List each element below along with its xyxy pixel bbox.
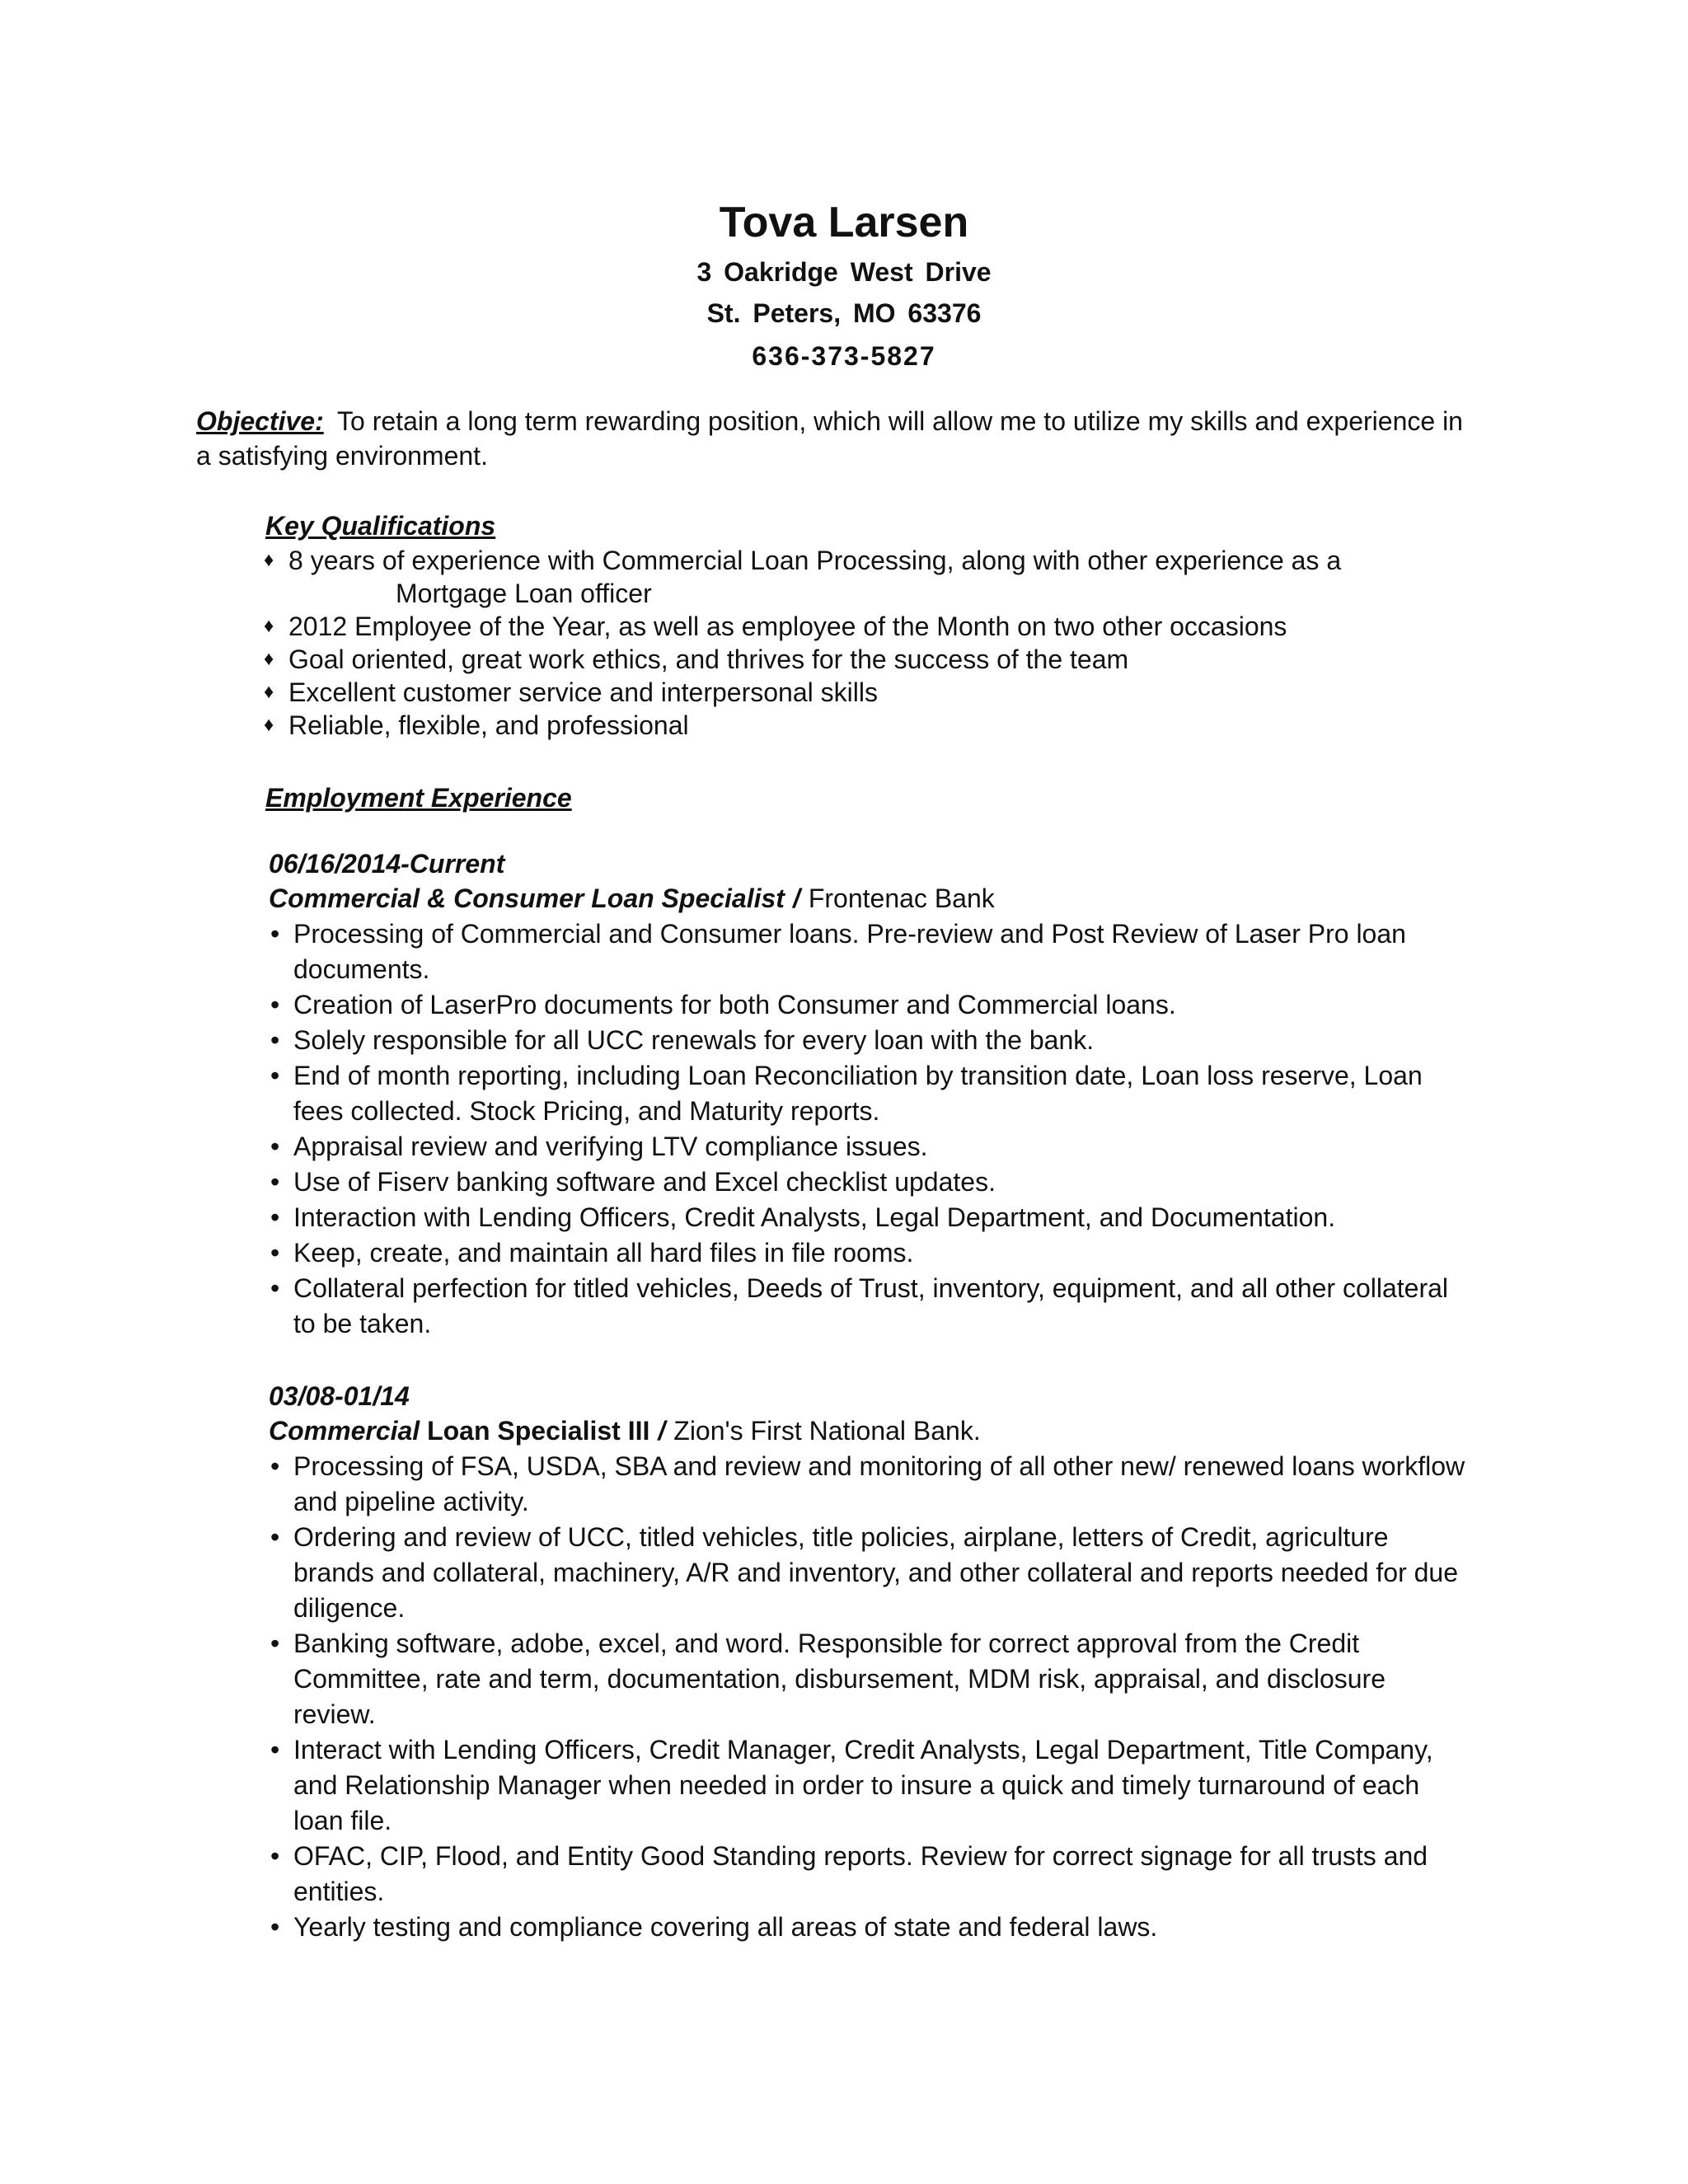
list-item bbox=[264, 709, 1500, 742]
duty-text: End of month reporting, including Loan Reconciliation by transition date, Loan loss reserve, Loan fees collected. Stock Pricing, and Maturity reports. bbox=[293, 1061, 1423, 1126]
job-title: Commercial & Consumer Loan Specialist bbox=[269, 883, 785, 913]
qualification-text: 2012 Employee of the Year, as well as employee of the Month on two other occasions bbox=[288, 612, 1287, 641]
duty-text: Interaction with Lending Officers, Credit Analysts, Legal Department, and Documentation. bbox=[293, 1202, 1336, 1232]
list-item bbox=[269, 1839, 1472, 1910]
qualification-text: Reliable, flexible, and professional bbox=[288, 710, 689, 740]
bullet-icon: • bbox=[270, 990, 280, 1019]
duty-text: Keep, create, and maintain all hard files in file rooms. bbox=[293, 1238, 914, 1268]
list-item bbox=[269, 1910, 1472, 1945]
job-dates: 06/16/2014-Current bbox=[269, 849, 505, 879]
duty-text: Collateral perfection for titled vehicles, Deeds of Trust, inventory, equipment, and all other collateral to be taken. bbox=[293, 1273, 1449, 1338]
candidate-name: Tova Larsen bbox=[719, 199, 969, 246]
bullet-icon: • bbox=[270, 1132, 280, 1161]
list-item bbox=[269, 1058, 1472, 1129]
job-title-bold: Loan Specialist III bbox=[427, 1416, 650, 1446]
duty-text: Processing of Commercial and Consumer loans. Pre-review and Post Review of Laser Pro loan documents. bbox=[293, 919, 1406, 984]
duty-text: Interact with Lending Officers, Credit Manager, Credit Analysts, Legal Department, Title Company, and Relationship Manager when needed in order to insure a quick and timely turnaround of each loan file. bbox=[293, 1735, 1433, 1835]
duty-text: Banking software, adobe, excel, and word. Responsible for correct approval from the Credit Committee, rate and term, documentation, disbursement, MDM risk, appraisal, and disclosure review. bbox=[293, 1629, 1386, 1729]
bullet-icon: • bbox=[270, 1025, 280, 1055]
qualification-text: 8 years of experience with Commercial Loan Processing, along with other experience as a bbox=[288, 546, 1342, 575]
employer-name: Zion's First National Bank. bbox=[673, 1416, 981, 1446]
key-qualifications-list bbox=[264, 544, 1500, 742]
duty-text: Use of Fiserv banking software and Excel checklist updates. bbox=[293, 1167, 996, 1197]
duty-text: Ordering and review of UCC, titled vehicles, title policies, airplane, letters of Credit, agriculture brands and collateral, machinery, A/R and inventory, and other collateral and reports needed for due diligence. bbox=[293, 1522, 1458, 1623]
list-item bbox=[269, 987, 1472, 1023]
job-duties-list bbox=[269, 1449, 1472, 1945]
duty-text: Appraisal review and verifying LTV compliance issues. bbox=[293, 1132, 928, 1161]
diamond-bullet-icon: ♦ bbox=[264, 681, 274, 703]
bullet-icon: • bbox=[270, 1735, 280, 1765]
list-item bbox=[269, 1023, 1472, 1058]
address-line-2: St. Peters, MO 63376 bbox=[706, 298, 982, 328]
bullet-icon: • bbox=[270, 1273, 280, 1303]
objective-section bbox=[196, 404, 1482, 473]
duty-text: Yearly testing and compliance covering all areas of state and federal laws. bbox=[293, 1912, 1158, 1942]
job-title-line bbox=[269, 1416, 981, 1446]
qualification-continuation: Mortgage Loan officer bbox=[396, 579, 652, 608]
list-item bbox=[269, 1271, 1472, 1342]
diamond-bullet-icon: ♦ bbox=[264, 549, 274, 571]
bullet-icon: • bbox=[270, 1841, 280, 1871]
list-item bbox=[269, 1732, 1472, 1839]
duty-text: Processing of FSA, USDA, SBA and review and monitoring of all other new/ renewed loans workflow and pipeline activity. bbox=[293, 1451, 1465, 1516]
bullet-icon: • bbox=[270, 1238, 280, 1268]
bullet-icon: • bbox=[270, 919, 280, 949]
list-item bbox=[264, 610, 1500, 643]
bullet-icon: • bbox=[270, 1451, 280, 1481]
qualification-text: Excellent customer service and interpersonal skills bbox=[288, 677, 878, 707]
list-item bbox=[264, 643, 1500, 676]
job-title: Commercial bbox=[269, 1416, 420, 1446]
bullet-icon: • bbox=[270, 1167, 280, 1197]
list-item bbox=[269, 1200, 1472, 1235]
list-item bbox=[269, 1129, 1472, 1165]
duty-text: Creation of LaserPro documents for both Consumer and Commercial loans. bbox=[293, 990, 1176, 1019]
title-separator: / bbox=[658, 1416, 666, 1446]
bullet-icon: • bbox=[270, 1912, 280, 1942]
list-item bbox=[269, 1235, 1472, 1271]
diamond-bullet-icon: ♦ bbox=[264, 615, 274, 637]
duty-text: Solely responsible for all UCC renewals for every loan with the bank. bbox=[293, 1025, 1095, 1055]
list-item bbox=[264, 676, 1500, 709]
address-line-1: 3 Oakridge West Drive bbox=[696, 257, 992, 287]
list-item bbox=[269, 1165, 1472, 1200]
job-dates: 03/08-01/14 bbox=[269, 1381, 410, 1411]
job-duties-list bbox=[269, 916, 1472, 1342]
list-item bbox=[269, 916, 1472, 987]
objective-text: To retain a long term rewarding position, which will allow me to utilize my skills and experience in a satisfying environment. bbox=[196, 406, 1463, 471]
bullet-icon: • bbox=[270, 1522, 280, 1552]
objective-label: Objective: bbox=[196, 406, 324, 436]
duty-text: OFAC, CIP, Flood, and Entity Good Standing reports. Review for correct signage for all trusts and entities. bbox=[293, 1841, 1428, 1906]
bullet-icon: • bbox=[270, 1202, 280, 1232]
diamond-bullet-icon: ♦ bbox=[264, 714, 274, 736]
qualification-text: Goal oriented, great work ethics, and thrives for the success of the team bbox=[288, 644, 1129, 674]
list-item bbox=[264, 544, 1500, 610]
job-title-line bbox=[269, 883, 995, 914]
list-item bbox=[269, 1449, 1472, 1520]
diamond-bullet-icon: ♦ bbox=[264, 648, 274, 670]
list-item bbox=[269, 1520, 1472, 1626]
employment-heading: Employment Experience bbox=[265, 783, 572, 813]
bullet-icon: • bbox=[270, 1061, 280, 1090]
title-separator: / bbox=[792, 883, 800, 913]
key-qualifications-heading: Key Qualifications bbox=[265, 511, 496, 541]
phone-number: 636-373-5827 bbox=[752, 341, 936, 371]
list-item bbox=[269, 1626, 1472, 1732]
employer-name: Frontenac Bank bbox=[808, 883, 995, 913]
bullet-icon: • bbox=[270, 1629, 280, 1658]
